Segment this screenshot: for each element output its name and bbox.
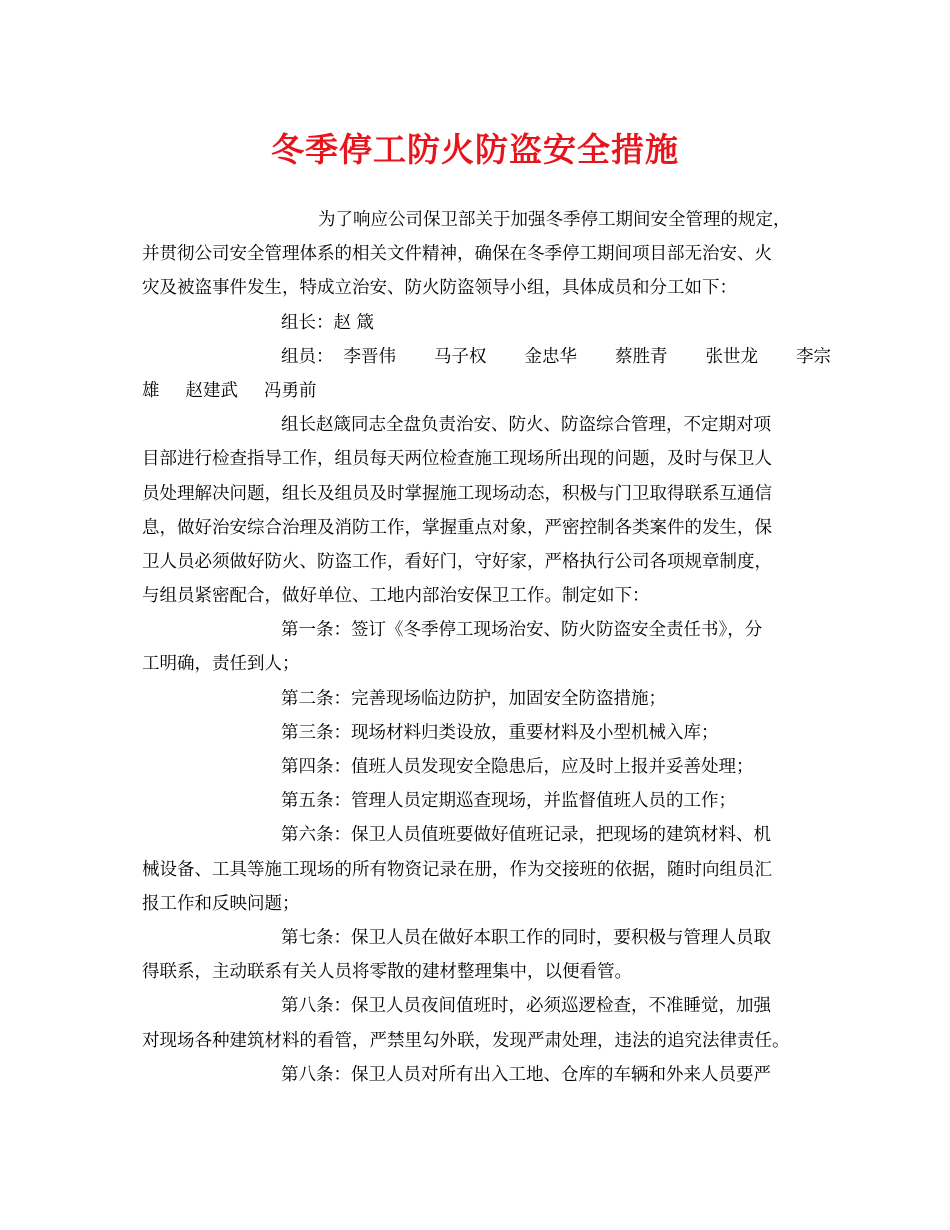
article-9: 第八条：保卫人员对所有出入工地、仓库的车辆和外来人员要严 — [281, 1064, 771, 1085]
article-7-cont: 得联系，主动联系有关人员将零散的建材整理集中，以便看管。 — [142, 962, 632, 983]
article-6-cont: 械设备、工具等施工现场的所有物资记录在册，作为交接班的依据，随时向组员汇 — [142, 859, 772, 880]
document-body — [142, 203, 831, 1092]
article-2: 第二条：完善现场临边防护，加固安全防盗措施； — [281, 688, 666, 709]
members-label: 组员： — [281, 346, 334, 367]
article-8: 第八条：保卫人员夜间值班时，必须巡逻检查，不准睡觉，加强 — [281, 996, 771, 1017]
intro-line: 并贯彻公司安全管理体系的相关文件精神，确保在冬季停工期间项目部无治安、火 — [142, 244, 772, 265]
article-5: 第五条：管理人员定期巡查现场，并监督值班人员的工作； — [281, 791, 736, 812]
document-title: 冬季停工防火防盗安全措施 — [271, 130, 679, 169]
member-name: 马子权 — [434, 346, 487, 367]
member-name: 张世龙 — [705, 346, 758, 367]
article-3: 第三条：现场材料归类设放，重要材料及小型机械入库； — [281, 722, 719, 743]
member-name: 冯勇前 — [264, 380, 317, 401]
leader-line: 组长：赵 箴 — [281, 312, 375, 333]
intro-line: 灾及被盗事件发生，特成立治安、防火防盗领导小组，具体成员和分工如下： — [142, 278, 737, 299]
duties-line: 员处理解决问题，组长及组员及时掌握施工现场动态，积极与门卫取得联系互通信 — [142, 483, 772, 504]
article-4: 第四条：值班人员发现安全隐患后，应及时上报并妥善处理； — [281, 757, 754, 777]
members-line-continued — [142, 374, 814, 408]
duties-line: 目部进行检查指导工作，组员每天两位检查施工现场所出现的问题，及时与保卫人 — [142, 449, 772, 470]
article-1-cont: 工明确，责任到人； — [142, 654, 300, 675]
duties-line: 组长赵箴同志全盘负责治安、防火、防盗综合管理，不定期对项 — [281, 415, 771, 436]
article-7: 第七条：保卫人员在做好本职工作的同时，要积极与管理人员取 — [281, 927, 771, 948]
member-name: 蔡胜青 — [615, 346, 668, 367]
member-name: 李宗 — [796, 346, 831, 367]
intro-line: 为了响应公司保卫部关于加强冬季停工期间安全管理的规定， — [318, 210, 791, 230]
article-1: 第一条：签订《冬季停工现场治安、防火防盗安全责任书》，分 — [281, 620, 763, 641]
duties-line: 卫人员必须做好防火、防盗工作，看好门，守好家，严格执行公司各项规章制度， — [142, 551, 772, 572]
duties-line: 息，做好治安综合治理及消防工作，掌握重点对象，严密控制各类案件的发生，保 — [142, 517, 772, 538]
article-8-cont: 对现场各种建筑材料的看管，严禁里勾外联，发现严肃处理，违法的追究法律责任。 — [142, 1030, 790, 1051]
member-name: 雄 — [142, 380, 160, 401]
article-6: 第六条：保卫人员值班要做好值班记录，把现场的建筑材料、机 — [281, 825, 771, 846]
duties-line: 与组员紧密配合，做好单位、工地内部治安保卫工作。制定如下： — [142, 586, 650, 607]
member-name: 金忠华 — [524, 346, 577, 367]
members-line — [142, 340, 831, 374]
member-name: 赵建武 — [185, 380, 238, 401]
member-name: 李晋伟 — [343, 346, 396, 367]
article-6-cont: 报工作和反映问题； — [142, 893, 300, 914]
